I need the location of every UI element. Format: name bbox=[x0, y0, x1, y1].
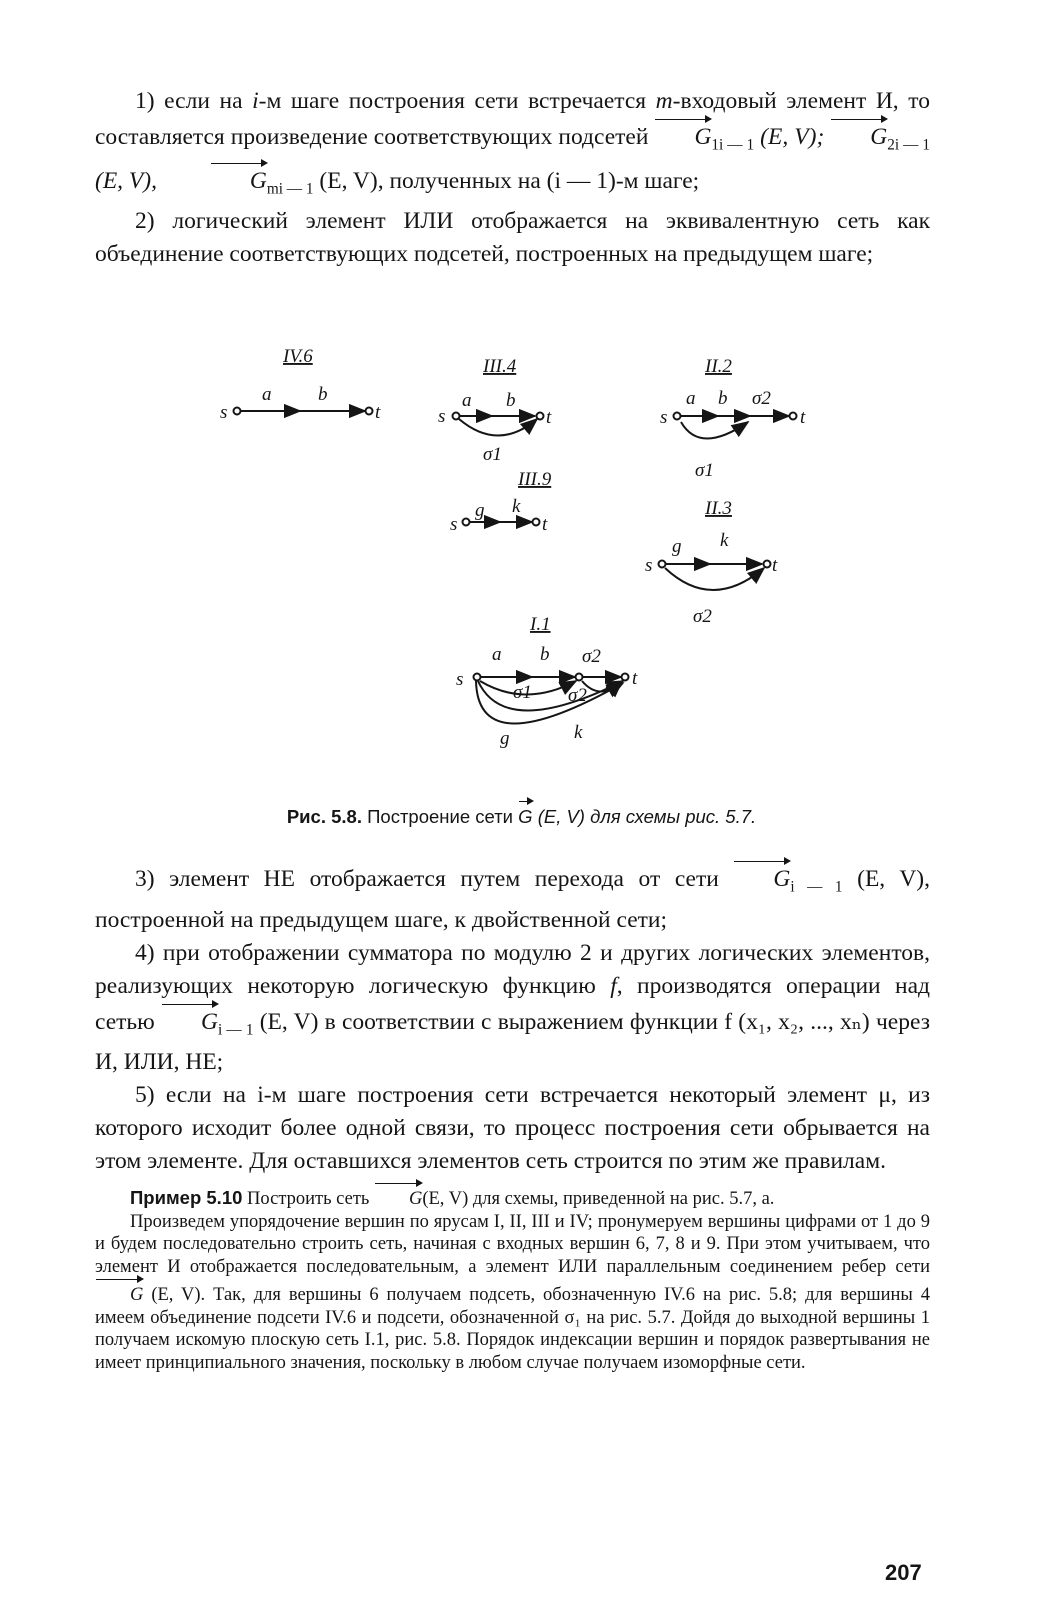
edge-label: σ2 bbox=[693, 606, 712, 627]
edge-label: g bbox=[500, 728, 510, 749]
edge-label: a bbox=[262, 384, 272, 405]
graph-iii-4 bbox=[438, 356, 552, 465]
vec-g: G bbox=[518, 800, 532, 827]
graph-title: IV.6 bbox=[283, 346, 313, 367]
graph-title: I.1 bbox=[530, 614, 551, 635]
vec-g: G bbox=[95, 1278, 143, 1305]
node-t: t bbox=[800, 407, 806, 428]
edge-label: k bbox=[512, 496, 521, 517]
example-body: Произведем упорядочение вершин по ярусам I, II, III и IV; пронумеруем вершины цифрами от 1 до 9 и будем последовательно строить сеть, начиная с входных вершин 6, 7, 8 и 9. При этом учитываем, что элемент И отображается последовательным, а элемент ИЛИ параллельным соединением ребер сети G (E, V). Так, для вершины 6 получаем подсеть, обозначенную IV.6 на рис. 5.8; для вершины 4 имеем объединение подсети IV.6 и подсети, обозначенной σ₁ на рис. 5.7. Дойдя до выходной вершины 1 получаем искомую плоскую сеть I.1, рис. 5.8. Порядок индексации вершин и порядок развертывания не имеет принципиального значения, поскольку в любом случае получаем изоморфные сети. bbox=[95, 1211, 930, 1373]
edge-label: b bbox=[540, 644, 550, 665]
graph-ii-2 bbox=[660, 356, 806, 481]
edge-label: k bbox=[574, 722, 583, 743]
top-text bbox=[95, 85, 930, 271]
edge-label: σ2 bbox=[568, 685, 587, 706]
graph-title: II.2 bbox=[705, 356, 732, 377]
node-s: s bbox=[220, 402, 228, 423]
node-s: s bbox=[660, 407, 668, 428]
edge-label: σ1 bbox=[513, 682, 532, 703]
node-s: s bbox=[450, 514, 458, 535]
vec-gm: G bbox=[210, 162, 267, 194]
vec-g2: G bbox=[830, 118, 887, 150]
edge-label: a bbox=[492, 644, 502, 665]
graph-title: III.9 bbox=[518, 469, 552, 490]
node-s: s bbox=[645, 555, 653, 576]
node-t: t bbox=[542, 514, 548, 535]
graph-title: II.3 bbox=[705, 498, 732, 519]
mid-text bbox=[95, 860, 930, 1178]
graph-iv-6 bbox=[220, 346, 381, 423]
page-number: 207 bbox=[885, 1560, 922, 1585]
vec-g: G bbox=[733, 860, 790, 892]
node-t: t bbox=[632, 668, 638, 689]
edge-label: b bbox=[506, 390, 516, 411]
figure-caption: Рис. 5.8. Построение сети G (E, V) для схемы рис. 5.7. bbox=[0, 800, 1043, 828]
edge-label: g bbox=[475, 500, 485, 521]
item-5: 5) если на i-м шаге построения сети встречается некоторый элемент μ, из которого исходит более одной связи, то процесс построения сети обрывается на этом элементе. Для оставшихся элементов сеть строится по этим же правилам. bbox=[95, 1082, 930, 1175]
item-3: 3) элемент НЕ отображается путем перехода от сети $G_{i — 1}$ (E, V), построенной на предыдущем шаге, к двойственной сети; bbox=[95, 860, 930, 937]
graph-i-1 bbox=[456, 614, 638, 749]
example-title: Пример 5.10 Построить сеть G(E, V) для схемы, приведенной на рис. 5.7, a. bbox=[95, 1182, 930, 1211]
edge-label: k bbox=[720, 530, 729, 551]
node-s: s bbox=[438, 406, 446, 427]
edge-label: b bbox=[718, 388, 728, 409]
node-t: t bbox=[546, 407, 552, 428]
node-s: s bbox=[456, 669, 464, 690]
edge-label: σ2 bbox=[752, 388, 771, 409]
example bbox=[95, 1182, 930, 1374]
edge-label: a bbox=[686, 388, 696, 409]
item-4: 4) при отображении сумматора по модулю 2 и других логических элементов, реализующих некоторую логическую функцию f, производятся операции над сетью $G_{i — 1}$ (E, V) в соответствии с выражением функции f (x₁, x₂, ..., xₙ) через И, ИЛИ, НЕ; bbox=[95, 939, 930, 1076]
graph-title: III.4 bbox=[483, 356, 517, 377]
edge-label: σ1 bbox=[695, 460, 714, 481]
graph-iii-9 bbox=[450, 469, 552, 535]
node-t: t bbox=[375, 402, 381, 423]
vec-g1: G bbox=[654, 118, 711, 150]
vec-g: G bbox=[374, 1182, 422, 1209]
item-1: 1) если на i-м шаге построения сети встречается m-входовый элемент И, то составляется произведение соответствующих подсетей $G_{1i — 1}$ (E, V); $G_{2i — 1}$ (E, V), $G_{mi — 1}$ (E, V), полученных на (i — 1)-м шаге; bbox=[95, 88, 930, 198]
edge-label: a bbox=[462, 390, 472, 411]
figure-5-8 bbox=[0, 330, 1043, 790]
edge-label: g bbox=[672, 536, 682, 557]
item-2: 2) логический элемент ИЛИ отображается на эквивалентную сеть как объединение соответствующих подсетей, построенных на предыдущем шаге; bbox=[95, 208, 930, 268]
edge-label: σ1 bbox=[483, 444, 502, 465]
node-t: t bbox=[772, 555, 778, 576]
graph-ii-3 bbox=[645, 498, 778, 627]
edge-label: b bbox=[318, 384, 328, 405]
edge-label: σ2 bbox=[582, 646, 601, 667]
vec-g: G bbox=[161, 1003, 218, 1035]
